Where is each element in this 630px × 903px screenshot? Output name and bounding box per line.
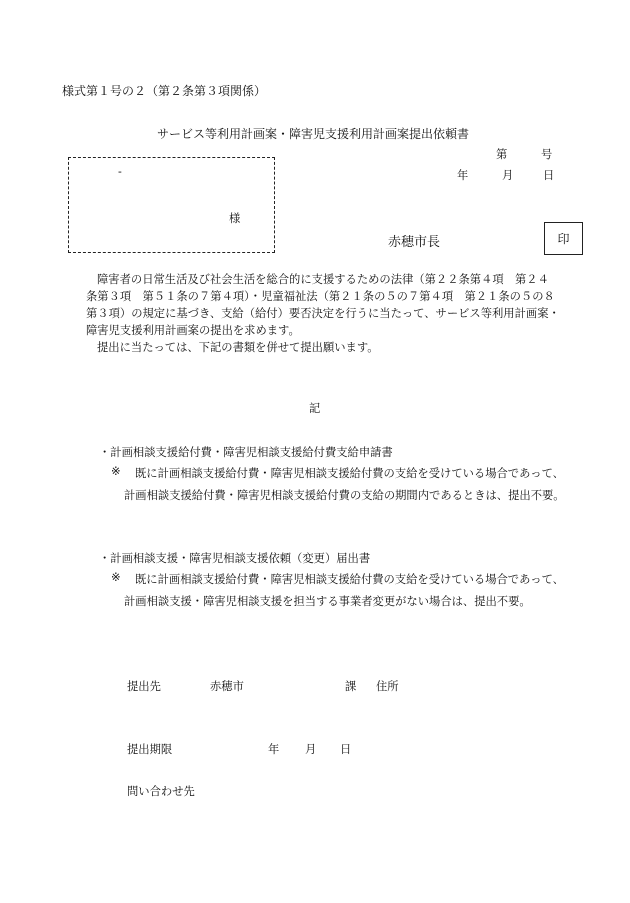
doc-number-dai: 第 [496, 148, 508, 161]
seal-label: 印 [557, 232, 570, 246]
note-line: 既に計画相談支援給付費・障害児相談支援給付費の支給を受けている場合であって、 [135, 573, 564, 586]
date-month: 月 [502, 169, 514, 182]
issuer-name: 赤穂市長 [388, 235, 441, 250]
addressee-sama: 様 [229, 212, 241, 225]
body-line: 条第３項 第５１条の７第４項）・児童福祉法（第２１条の５の７第４項 第２１条の５の８ [86, 290, 555, 303]
item-heading: ・計画相談支援・障害児相談支援依頼（変更）届出書 [99, 552, 371, 565]
note-line: 計画相談支援・障害児相談支援を担当する事業者変更がない場合は、提出不要。 [124, 595, 531, 608]
body-line: 第３項）の規定に基づき、支給（給付）要否決定を行うに当たって、サービス等利用計画案・ [86, 307, 560, 320]
deadline-day: 日 [340, 743, 352, 756]
body-line: 提出に当たっては、下記の書類を併せて提出願います。 [97, 341, 379, 354]
date-day: 日 [543, 169, 555, 182]
deadline-label: 提出期限 [127, 743, 173, 756]
seal-box [544, 222, 583, 255]
body-paragraph [86, 271, 560, 356]
doc-number-go: 号 [541, 148, 553, 161]
body-line: 障害者の日常生活及び社会生活を総合的に支援するための法律（第２２条第４項 第２４ [97, 273, 549, 286]
note-mark: ※ [111, 571, 121, 584]
addressee-dash: - [118, 165, 122, 178]
note-line: 既に計画相談支援給付費・障害児相談支援給付費の支給を受けている場合であって、 [135, 467, 564, 480]
deadline-year: 年 [268, 743, 280, 756]
ki-heading: 記 [309, 402, 321, 415]
date-year: 年 [457, 169, 469, 182]
addressee-box [68, 157, 275, 253]
submit-to-city: 赤穂市 [210, 680, 244, 693]
deadline-month: 月 [305, 743, 317, 756]
form-number: 様式第１号の２（第２条第３項関係） [62, 84, 267, 98]
submit-to-ka: 課 [345, 680, 357, 693]
note-mark: ※ [111, 465, 121, 478]
submit-to-address: 住所 [376, 680, 399, 693]
document-title: サービス等利用計画案・障害児支援利用計画案提出依頼書 [157, 127, 470, 141]
body-line: 障害児支援利用計画案の提出を求めます。 [86, 324, 300, 337]
contact-label: 問い合わせ先 [127, 785, 195, 798]
item-heading: ・計画相談支援給付費・障害児相談支援給付費支給申請書 [99, 446, 393, 459]
note-line: 計画相談支援給付費・障害児相談支援給付費の支給の期間内であるときは、提出不要。 [124, 489, 565, 502]
submit-to-label: 提出先 [127, 680, 161, 693]
